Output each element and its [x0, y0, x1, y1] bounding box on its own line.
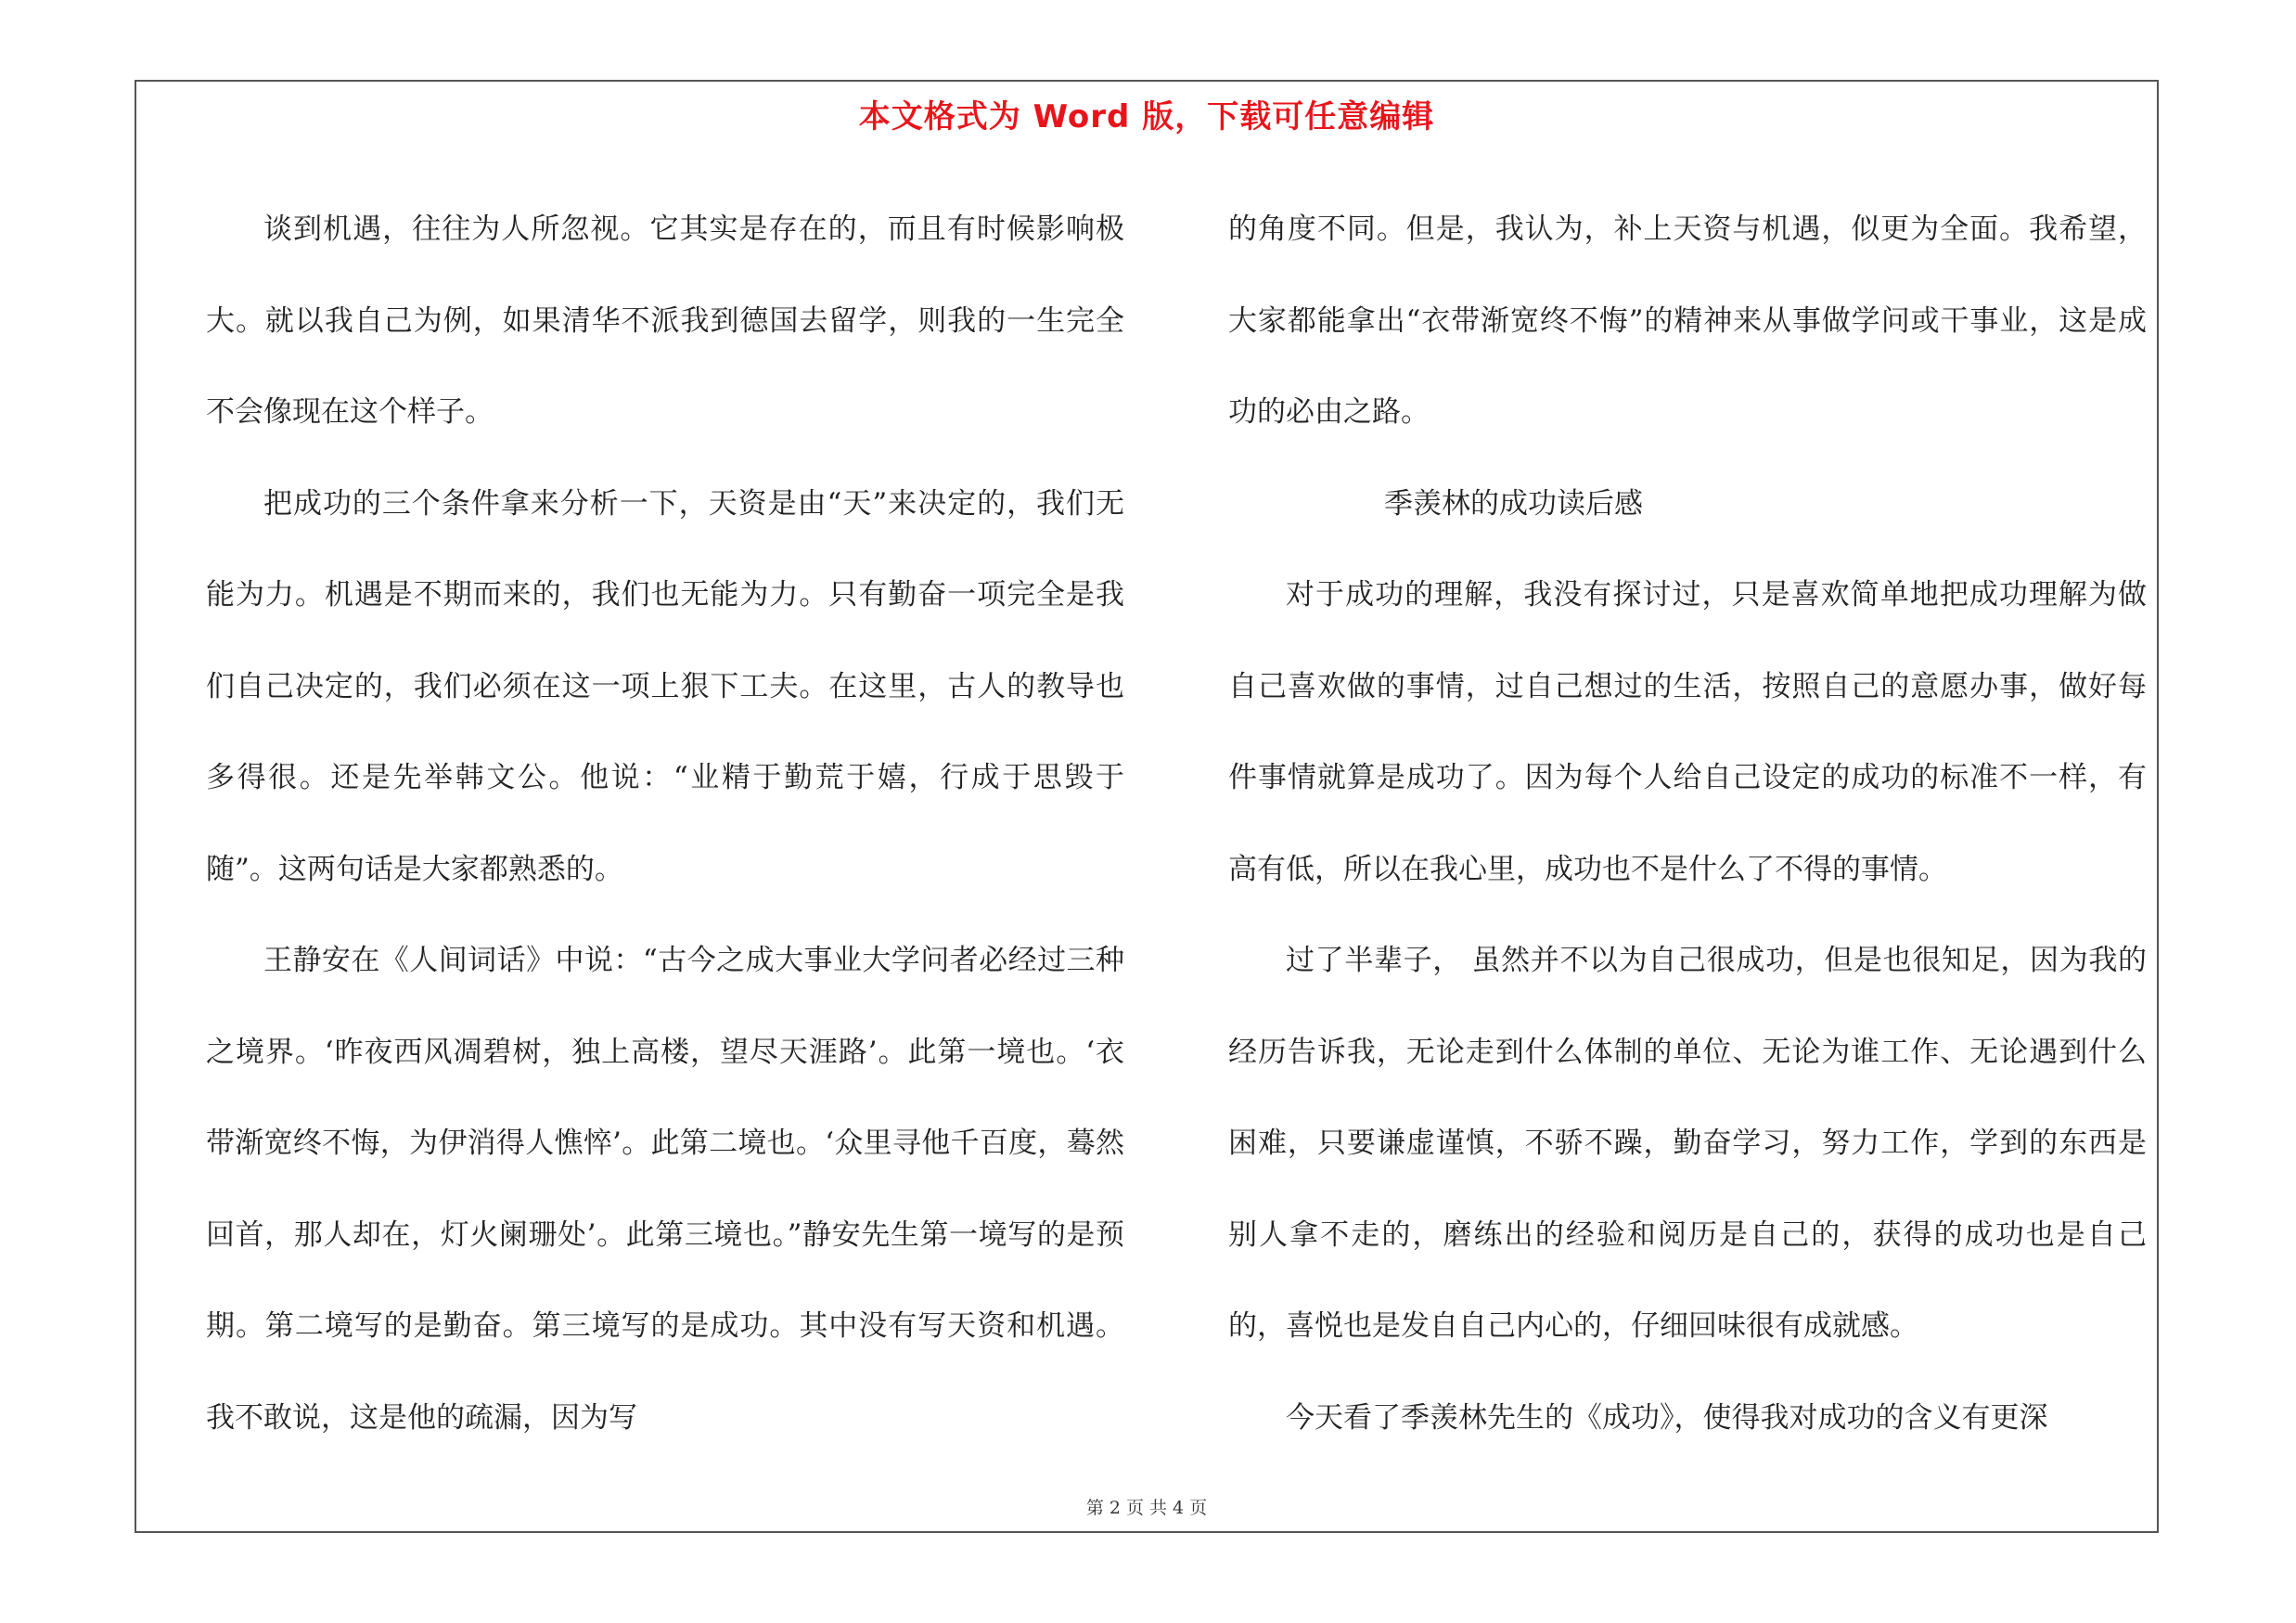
page-frame	[135, 80, 2159, 1533]
page-number: 第 2 页 共 4 页	[1085, 1498, 1208, 1518]
paragraph-continuation: 的角度不同。但是，我认为，补上天资与机遇，似更为全面。我希望，大家都能拿出“衣带渐宽终不悔”的精神来从事做学问或干事业，这是成功的必由之路。	[1228, 213, 2147, 429]
paragraph: 对于成功的理解，我没有探讨过，只是喜欢简单地把成功理解为做自己喜欢做的事情，过自己想过的生活，按照自己的意愿办事，做好每件事情就算是成功了。因为每个人给自己设定的成功的标准不一样，有高有低，所以在我心里，成功也不是什么了不得的事情。	[1228, 578, 2147, 886]
header-banner: 本文格式为 Word 版，下载可任意编辑	[858, 98, 1435, 135]
section-title: 季羡林的成功读后感	[1384, 486, 1643, 521]
paragraph: 把成功的三个条件拿来分析一下，天资是由“天”来决定的，我们无能为力。机遇是不期而来的，我们也无能为力。只有勤奋一项完全是我们自己决定的，我们必须在这一项上狠下工夫。在这里，古人的教导也多得很。还是先举韩文公。他说：“业精于勤荒于嬉，行成于思毁于随”。这两句话是大家都熟悉的。	[206, 486, 1124, 886]
left-column	[206, 184, 1124, 1463]
paragraph: 过了半辈子， 虽然并不以为自己很成功，但是也很知足，因为我的经历告诉我，无论走到什么体制的单位、无论为谁工作、无论遇到什么困难，只要谦虚谨慎，不骄不躁，勤奋学习，努力工作，学到的东西是别人拿不走的，磨练出的经验和阅历是自己的，获得的成功也是自己的，喜悦也是发自自己内心的，仔细回味很有成就感。	[1228, 944, 2147, 1343]
paragraph: 谈到机遇，往往为人所忽视。它其实是存在的，而且有时候影响极大。就以我自己为例，如果清华不派我到德国去留学，则我的一生完全不会像现在这个样子。	[206, 213, 1124, 429]
right-column	[1228, 184, 2147, 1463]
paragraph: 王静安在《人间词话》中说：“古今之成大事业大学问者必经过三种之境界。‘昨夜西风凋碧树，独上高楼，望尽天涯路’。此第一境也。‘衣带渐宽终不悔，为伊消得人憔悴’。此第二境也。‘众里寻他千百度，蓦然回首，那人却在，灯火阑珊处’。此第三境也。”静安先生第一境写的是预期。第二境写的是勤奋。第三境写的是成功。其中没有写天资和机遇。我不敢说，这是他的疏漏，因为写	[206, 944, 1124, 1435]
paragraph: 今天看了季羡林先生的《成功》，使得我对成功的含义有更深	[1286, 1400, 2048, 1435]
